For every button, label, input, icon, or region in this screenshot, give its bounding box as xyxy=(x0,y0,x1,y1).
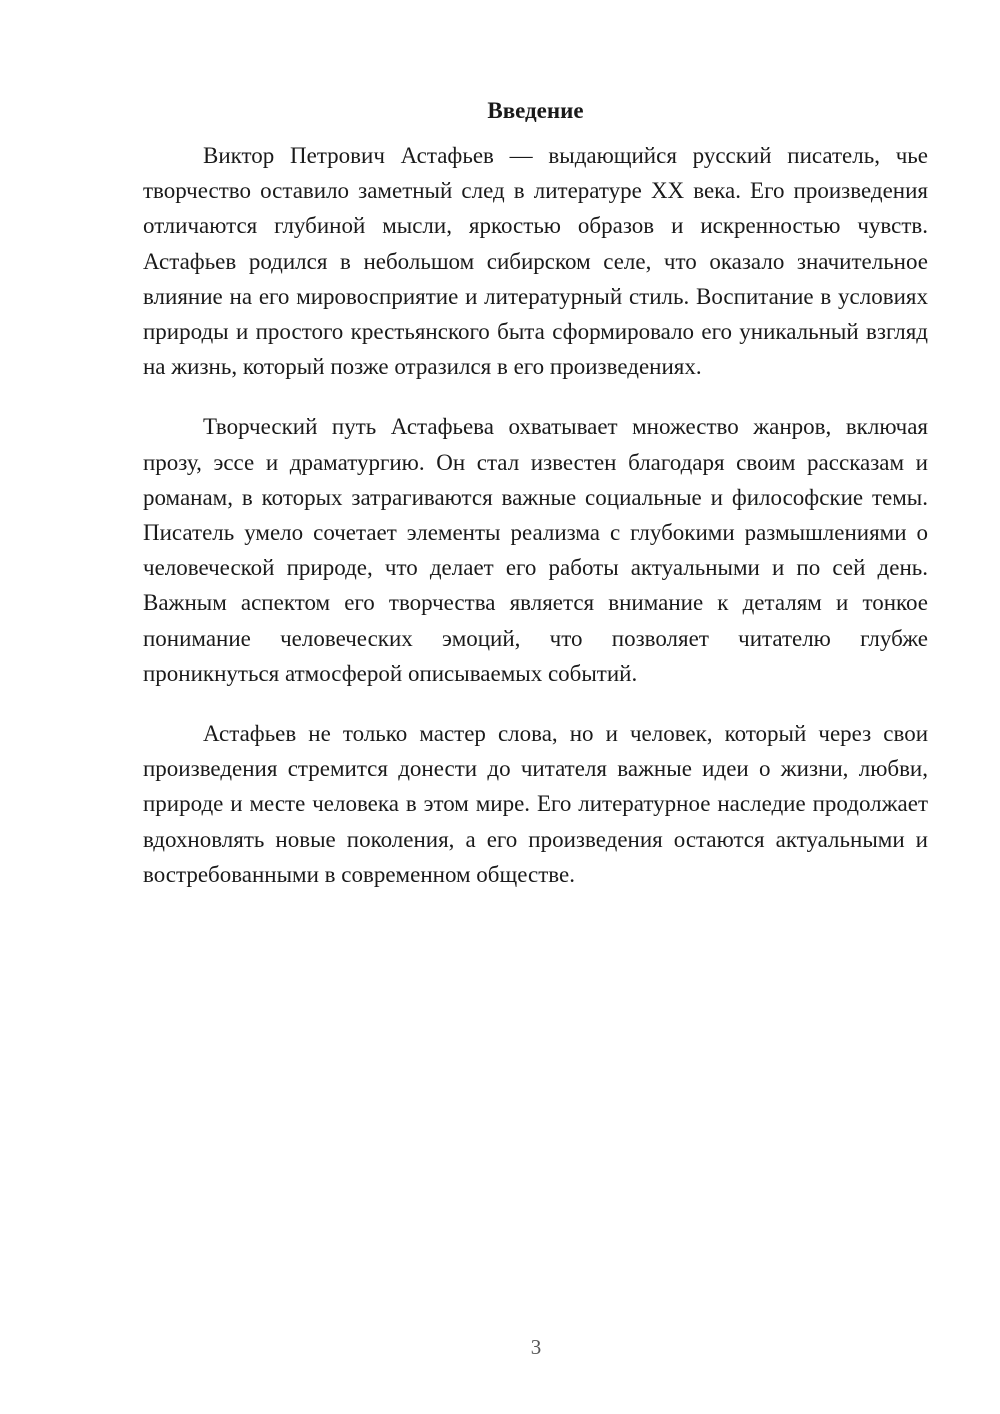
section-heading: Введение xyxy=(487,98,584,123)
paragraph-2: Творческий путь Астафьева охватывает множество жанров, включая прозу, эссе и драматургию. Он стал известен благодаря своим рассказам и романам, в которых затрагиваются важные социальные и философские темы. Писатель умело сочетает элементы реализма с глубокими размышлениями о человеческой природе, что делает его работы актуальными и по сей день. Важным аспектом его творчества является внимание к деталям и тонкое понимание человеческих эмоций, что позволяет читателю глубже проникнуться атмосферой описываемых событий. xyxy=(143,414,928,686)
page-content xyxy=(143,96,928,892)
page-number: 3 xyxy=(530,1335,542,1359)
paragraph-3: Астафьев не только мастер слова, но и человек, который через свои произведения стремится донести до читателя важные идеи о жизни, любви, природе и месте человека в этом мире. Его литературное наследие продолжает вдохновлять новые поколения, а его произведения остаются актуальными и востребованными в современном обществе. xyxy=(143,721,928,887)
paragraph-1: Виктор Петрович Астафьев — выдающийся русский писатель, чье творчество оставило заметный след в литературе XX века. Его произведения отличаются глубиной мысли, яркостью образов и искренностью чувств. Астафьев родился в небольшом сибирском селе, что оказало значительное влияние на его мировосприятие и литературный стиль. Воспитание в условиях природы и простого крестьянского быта сформировало его уникальный взгляд на жизнь, который позже отразился в его произведениях. xyxy=(143,143,928,380)
